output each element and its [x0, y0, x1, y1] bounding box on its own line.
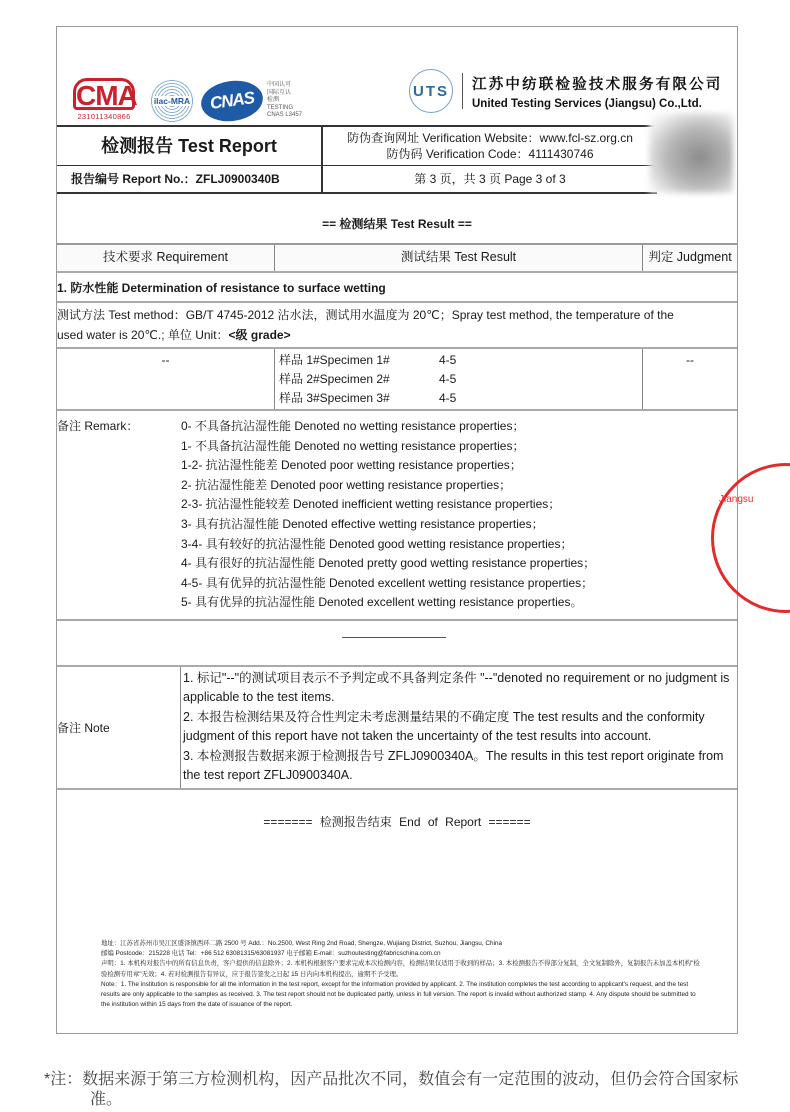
- specimen-row: 样品 1#Specimen 1# 4-5: [279, 353, 457, 367]
- remark-item: 0- 不具备抗沾湿性能 Denoted no wetting resistance properties；: [181, 419, 525, 433]
- official-stamp: Jiangsu: [711, 463, 790, 613]
- footer-statement-en: Note：1. The institution is responsible for all the information in the test report, except for the information provided by applicant. 2. The institution completes the test according to applicant's request, and the test results are only applicable to the samples as received. 3. The test report should not be duplicated partly, unless in full version. The report is invalid without authorized stamp. 4. Any dispute should be submitted to the institution within 15 days from the date of issuance of the report.: [101, 980, 696, 1009]
- verification-code: 防伪码 Verification Code：4111430746: [386, 147, 594, 161]
- remark-item: 1- 不具备抗沾湿性能 Denoted no wetting resistance properties；: [181, 438, 525, 453]
- note-label: 备注 Note: [57, 667, 181, 788]
- blurred-qr-code: [649, 113, 733, 193]
- note-section: [57, 667, 737, 790]
- company-name-cn: 江苏中纺联检验技术服务有限公司: [472, 76, 723, 93]
- note-item: 2. 本报告检测结果及符合性判定未考虑测量结果的不确定度 The test results and the conformity judgment of this report have not taken the uncertainty of the test results into account.: [183, 709, 705, 744]
- requirement-value: --: [57, 349, 275, 409]
- column-header-judgment: 判定 Judgment: [643, 245, 737, 271]
- separator-line: [342, 637, 446, 638]
- report-header-table: [57, 125, 657, 194]
- divider: [462, 73, 463, 109]
- verification-info: [323, 127, 657, 165]
- company-name-en: United Testing Services (Jiangsu) Co.,Ltd.: [472, 97, 702, 110]
- column-header-requirement: 技术要求 Requirement: [57, 245, 275, 271]
- specimen-results: [275, 349, 643, 409]
- report-footer: [101, 939, 701, 1010]
- verification-website: 防伪查询网址 Verification Website：www.fcl-sz.org.cn: [347, 131, 633, 145]
- report-title: 检测报告 Test Report: [57, 127, 323, 165]
- result-table: [57, 243, 737, 790]
- specimen-row: 样品 3#Specimen 3# 4-5: [279, 391, 457, 405]
- remark-item: 3-4- 具有较好的抗沾湿性能 Denoted good wetting resistance properties；: [181, 536, 573, 551]
- report-number: 报告编号 Report No.：ZFLJ0900340B: [57, 166, 323, 192]
- remark-item: 1-2- 抗沾湿性能差 Denoted poor wetting resistance properties；: [181, 458, 522, 473]
- footer-address: 地址：江苏省苏州市吴江区盛泽镇西环二路 2500 号 Add.：No.2500, West Ring 2nd Road, Shengze, Wujiang District, Suzhou, Jiangsu, China: [101, 940, 503, 947]
- ilac-mra-logo: ilac-MRA: [149, 78, 195, 124]
- end-of-report: ======= 检测报告结束 End of Report ======: [263, 815, 531, 829]
- blank-separator-row: [57, 621, 737, 667]
- remark-item: 3- 具有抗沾湿性能 Denoted effective wetting resistance properties；: [181, 516, 544, 531]
- note-item: 3. 本检测报告数据来源于检测报告号 ZFLJ0900340A。The results in this test report originate from the test report ZFLJ0900340A.: [183, 748, 724, 783]
- specimen-row: 样品 2#Specimen 2# 4-5: [279, 372, 457, 386]
- remark-item: 4-5- 具有优异的抗沾湿性能 Denoted excellent wetting resistance properties；: [181, 575, 594, 590]
- section-title: == 检测结果 Test Result ==: [322, 217, 472, 231]
- remark-list: [181, 417, 595, 613]
- column-header-test-result: 测试结果 Test Result: [275, 245, 643, 271]
- footer-statement-cn: 声明：1. 本机构对报告中的所有信息负责，客户提供的信息除外；2. 本机构根据客户要求完成本次检测内容，检测结果仅适用于收到的样品；3. 本检测报告不得部分复制，全文复制除外，复制报告未加盖本机构"检验检测专用章"无效；4. 若对检测报告有异议，应于报告签发之日起 15 日内向本机构提出，逾期不予受理。: [101, 960, 700, 978]
- report-page: [56, 26, 754, 1034]
- cnas-logo: CNAS: [199, 77, 266, 125]
- disclaimer-caption: *注：数据来源于第三方检测机构，因产品批次不同，数值会有一定范围的波动，但仍会符合国家标准。: [44, 1071, 739, 1108]
- test-method: 测试方法 Test method：GB/T 4745-2012 沾水法，测试用水温度为 20℃；Spray test method, the temperature of the used water is 20℃.; 单位 Unit：<级 grade>: [57, 308, 674, 342]
- remark-item: 2-3- 抗沾湿性能较差 Denoted inefficient wetting resistance properties；: [181, 497, 561, 512]
- remark-item: 4- 具有很好的抗沾湿性能 Denoted pretty good wetting resistance properties；: [181, 556, 596, 571]
- footer-contact: 邮编 Postcode：215228 电话 Tel：+86 512 63081315/63081937 电子邮箱 E-mail：suzhoutesting@fabricschina.com.cn: [101, 950, 441, 958]
- remark-label: 备注 Remark：: [57, 419, 139, 433]
- remark-item: 2- 抗沾湿性能差 Denoted poor wetting resistance properties；: [181, 477, 512, 492]
- uts-logo: UTS: [409, 69, 453, 113]
- test-item-title: 1. 防水性能 Determination of resistance to surface wetting: [57, 280, 386, 295]
- remark-section: [57, 411, 737, 621]
- judgment-value: --: [686, 353, 694, 367]
- accreditation-logos: [73, 71, 302, 131]
- cma-logo: CMA 231011340866: [73, 78, 135, 124]
- company-brand: [409, 69, 723, 113]
- note-list: [181, 667, 737, 788]
- cnas-accreditation-text: 中国认可 国际互认 检测 TESTING CNAS L3457: [267, 82, 303, 119]
- page-indicator: 第 3 页，共 3 页 Page 3 of 3: [414, 172, 566, 186]
- remark-item: 5- 具有优异的抗沾湿性能 Denoted excellent wetting resistance properties。: [181, 595, 583, 610]
- note-item: 1. 标记"--"的测试项目表示不予判定或不具备判定条件 "--"denoted no requirement or no judgment is applicable to the test items.: [183, 670, 730, 705]
